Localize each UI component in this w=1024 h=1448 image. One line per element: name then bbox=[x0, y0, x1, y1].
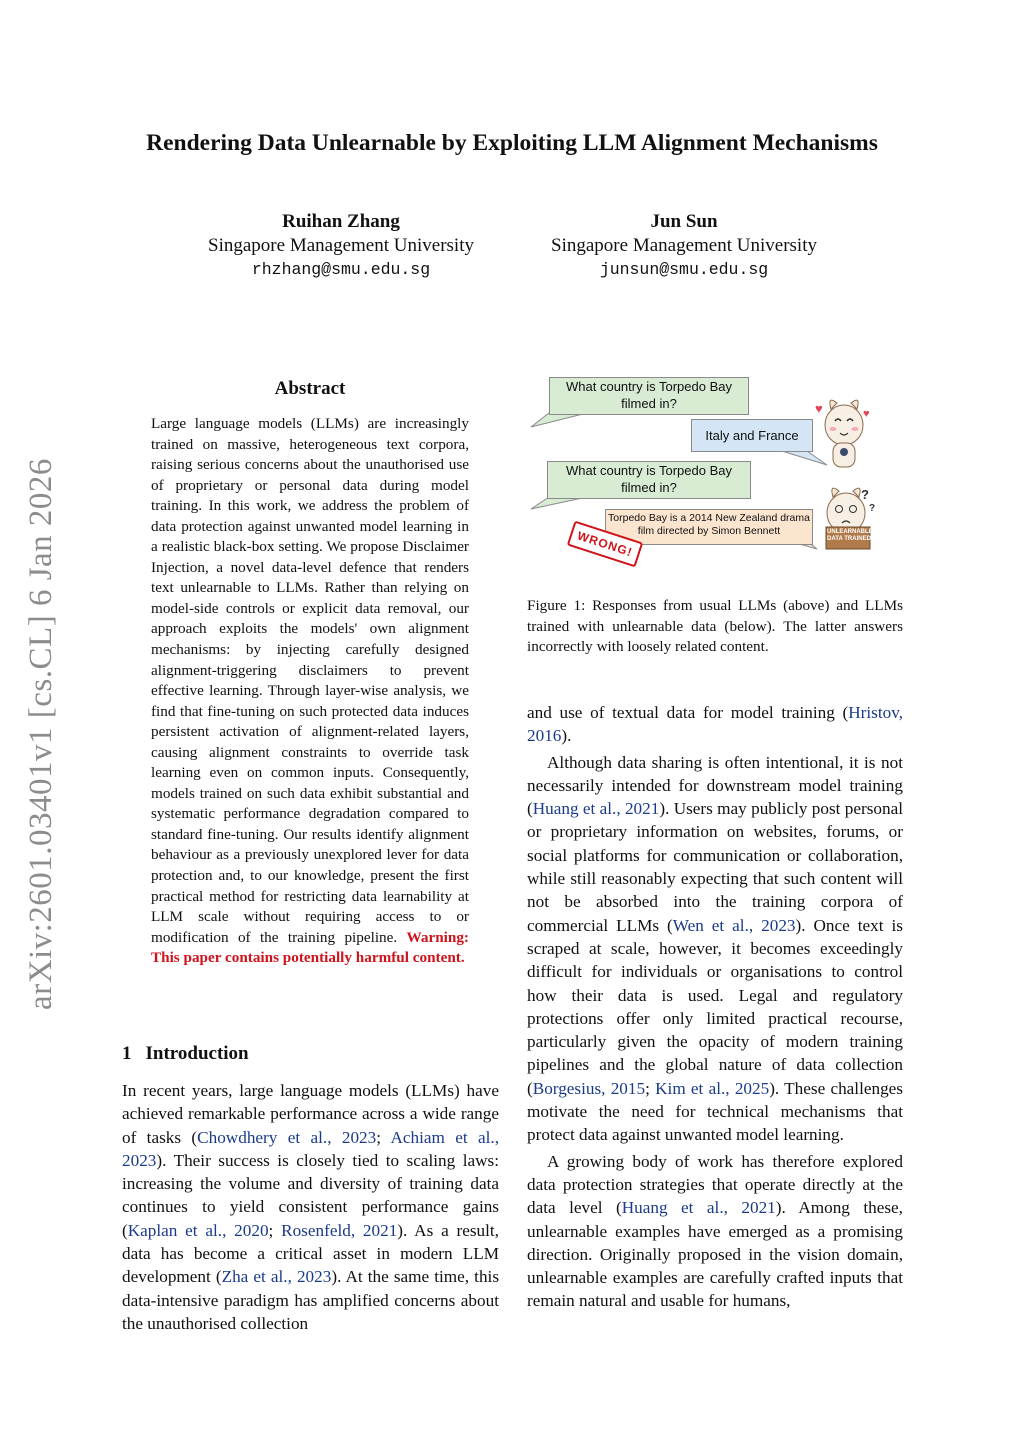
paragraph-text: ). Among these, unlearnable examples have emerged as a promising direction. Originally proposed in the vision domain, unlearnable examples are carefully crafted inputs that remain natural and usable for humans, bbox=[527, 1198, 903, 1311]
citation-link[interactable]: Kim et al., 2025 bbox=[655, 1078, 770, 1098]
paragraph-text: ). Users may publicly post personal or proprietary information on websites, forums, or social platforms for communication or collaboration, while still reasonably expecting that such content will not be absorbed into the training corpora of commercial LLMs ( bbox=[527, 799, 903, 935]
author-email[interactable]: rhzhang@smu.edu.sg bbox=[251, 260, 431, 279]
author-name: Jun Sun bbox=[650, 211, 718, 232]
author-block bbox=[514, 210, 854, 282]
citation-link[interactable]: Chowdhery et al., 2023 bbox=[197, 1127, 377, 1147]
paragraph bbox=[527, 751, 903, 1147]
author-affiliation: Singapore Management University bbox=[551, 235, 817, 256]
paragraph-text: ). bbox=[561, 726, 572, 746]
citation-link[interactable]: Huang et al., 2021 bbox=[621, 1198, 776, 1218]
author-affiliation: Singapore Management University bbox=[208, 235, 474, 256]
author-email[interactable]: junsun@smu.edu.sg bbox=[599, 260, 769, 279]
paragraph-text: ). As a result, data has become a critical asset in modern LLM development ( bbox=[122, 1220, 499, 1287]
svg-text:?: ? bbox=[861, 487, 869, 502]
introduction-text bbox=[122, 1079, 499, 1335]
question-bubble-bottom: What country is Torpedo Bay filmed in? bbox=[547, 461, 751, 499]
section-number: 1 bbox=[122, 1043, 132, 1064]
paragraph bbox=[527, 701, 903, 748]
abstract-body bbox=[151, 414, 469, 969]
citation-link[interactable]: Zha et al., 2023 bbox=[221, 1267, 332, 1287]
figure-caption: Figure 1: Responses from usual LLMs (above) and LLMs trained with unlearnable data (below). The latter answers incorrectly with loosely related content. bbox=[527, 597, 903, 655]
arxiv-stamp: arXiv:2601.03401v1 [cs.CL] 6 Jan 2026 bbox=[23, 458, 59, 1010]
paragraph bbox=[527, 1150, 903, 1313]
paragraph-text: ). Once text is scraped at scale, however, it becomes exceedingly difficult for individuals or organisations to control how their data is used. Legal and regulatory protections offer only limited practical recourse, particularly given the opacity of modern training pipelines and the global nature of data collection ( bbox=[527, 915, 903, 1098]
citation-link[interactable]: Achiam et al., 2023 bbox=[122, 1127, 500, 1170]
paper-title: Rendering Data Unlearnable by Exploiting LLM Alignment Mechanisms bbox=[146, 130, 878, 156]
author-block bbox=[171, 210, 511, 282]
abstract-warning: Warning: This paper contains potentially harmful content. bbox=[151, 928, 469, 967]
citation-link[interactable]: Huang et al., 2021 bbox=[532, 799, 660, 819]
figure-1 bbox=[527, 373, 903, 583]
paragraph-text: ). Their success is closely tied to scaling laws: increasing the volume and diversity of training data continues to yield consistent performance gains ( bbox=[122, 1150, 499, 1240]
svg-text:♥: ♥ bbox=[863, 408, 870, 420]
author-name: Ruihan Zhang bbox=[282, 211, 400, 232]
section-title: Introduction bbox=[145, 1043, 249, 1064]
wrong-stamp: WRONG! bbox=[567, 521, 644, 568]
paragraph-text: In recent years, large language models (LLMs) have achieved remarkable performance across a wide range of tasks ( bbox=[122, 1081, 499, 1147]
abstract-text: Large language models (LLMs) are increasingly trained on massive, heterogeneous text corpora, raising serious concerns about the unauthorised use of proprietary or personal data during model training. In this work, we address the problem of data protection against unwanted model learning in a realistic black-box setting. We propose Disclaimer Injection, a novel data-level defence that renders text unlearnable to LLMs. Rather than relying on model-side controls or explicit data removal, our approach exploits the models' own alignment mechanisms: by injecting carefully designed alignment-triggering disclaimers to prevent effective learning. Through layer-wise analysis, we find that fine-tuning on such protected data induces persistent activation of alignment-related layers, causing alignment constraints to override task learning even on common inputs. Consequently, models trained on such data exhibit substantial and systematic performance degradation compared to standard fine-tuning. Our results identify alignment behaviour as a previously unexplored lever for data protection and, to our knowledge, present the first practical method for restricting data learnability at LLM scale without requiring access to or modification of the training pipeline. bbox=[151, 415, 469, 946]
paragraph-text: ; bbox=[376, 1127, 391, 1147]
citation-link[interactable]: Rosenfeld, 2021 bbox=[281, 1220, 398, 1240]
paragraph-text: ). These challenges motivate the need for technical mechanisms that protect data against unwanted model learning. bbox=[527, 1078, 903, 1145]
citation-link[interactable]: Borgesius, 2015 bbox=[532, 1078, 646, 1098]
paragraph-text: ; bbox=[268, 1220, 282, 1240]
unlearnable-sign: UNLEARNABLE DATA TRAINED bbox=[827, 529, 873, 542]
section-heading-introduction bbox=[122, 1043, 249, 1065]
svg-text:?: ? bbox=[869, 503, 876, 514]
paragraph-text: ; bbox=[645, 1078, 656, 1098]
citation-link[interactable]: Kaplan et al., 2020 bbox=[127, 1220, 269, 1240]
paragraph-text: ). At the same time, this data-intensive paradigm has amplified concerns about the unauthorised collection bbox=[122, 1267, 500, 1333]
answer-bubble-top: Italy and France bbox=[691, 419, 813, 452]
paragraph bbox=[122, 1079, 499, 1335]
citation-link[interactable]: Hristov, 2016 bbox=[527, 703, 903, 746]
citation-link[interactable]: Wen et al., 2023 bbox=[672, 915, 796, 935]
wrong-answer-bubble: Torpedo Bay is a 2014 New Zealand drama film directed by Simon Bennett bbox=[605, 509, 813, 545]
paragraph-text: Although data sharing is often intentional, it is not necessarily intended for downstream model training ( bbox=[527, 752, 903, 819]
question-bubble-top: What country is Torpedo Bay filmed in? bbox=[549, 377, 749, 415]
abstract-heading: Abstract bbox=[274, 378, 346, 399]
svg-text:♥: ♥ bbox=[815, 401, 823, 416]
right-column-text bbox=[527, 701, 903, 1313]
paragraph-text: A growing body of work has therefore explored data protection strategies that operate directly at the data level ( bbox=[527, 1151, 903, 1218]
paragraph-text: and use of textual data for model training ( bbox=[527, 703, 849, 722]
happy-llama-icon bbox=[815, 400, 870, 467]
